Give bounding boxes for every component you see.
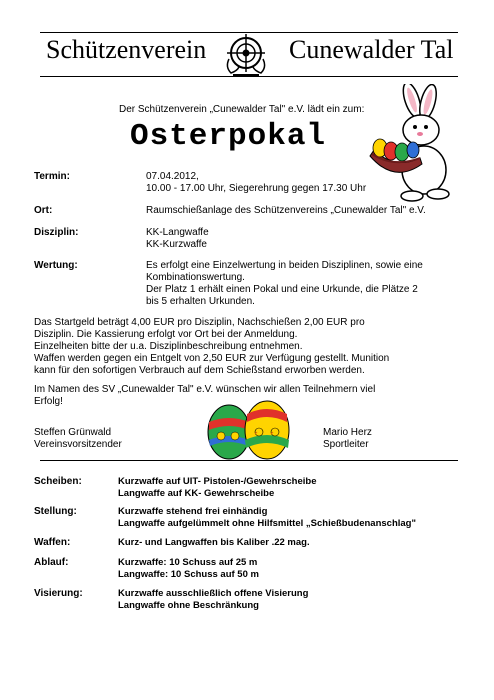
- greeting-line-2: Erfolg!: [34, 396, 63, 407]
- rule-value-ablauf-2: Langwaffe: 10 Schuss auf 50 m: [118, 569, 259, 580]
- rule-value-visierung-2: Langwaffe ohne Beschränkung: [118, 600, 259, 611]
- fees-line-5: kann für den sofortigen Verbrauch auf dem Schießstand erworben werden.: [34, 365, 365, 376]
- rule-value-scheiben-2: Langwaffe auf KK- Gewehrscheibe: [118, 488, 275, 499]
- painted-easter-eggs-illustration: [203, 396, 295, 462]
- detail-value-termin-2: 10.00 - 17.00 Uhr, Siegerehrung gegen 17.30 Uhr: [146, 183, 367, 194]
- rule-label-visierung: Visierung:: [34, 588, 83, 599]
- detail-value-wertung-3: Der Platz 1 erhält einen Pokal und eine Urkunde, die Plätze 2: [146, 284, 418, 295]
- rules-divider: [40, 460, 458, 461]
- detail-label-ort: Ort:: [34, 205, 53, 216]
- rule-value-stellung-2: Langwaffe aufgelümmelt ohne Hilfsmittel „Schießbudenanschlag": [118, 518, 416, 529]
- signature-right-role: Sportleiter: [323, 439, 369, 450]
- fees-line-3: Einzelheiten bitte der u.a. Disziplinbeschreibung entnehmen.: [34, 341, 303, 352]
- rule-label-waffen: Waffen:: [34, 537, 71, 548]
- fees-line-2: Disziplin. Die Kassierung erfolgt vor Ort bei der Anmeldung.: [34, 329, 298, 340]
- signature-left-name: Steffen Grünwald: [34, 427, 112, 438]
- crosshair-emblem-icon: [221, 31, 271, 79]
- invitation-intro: Der Schützenverein „Cunewalder Tal" e.V. lädt ein zum:: [119, 104, 365, 115]
- event-title: Osterpokal: [130, 119, 327, 154]
- club-name-right: Cunewalder Tal: [289, 35, 454, 64]
- fees-line-4: Waffen werden gegen ein Entgelt von 2,50 EUR zur Verfügung gestellt. Munition: [34, 353, 390, 364]
- detail-value-wertung-4: bis 5 erhalten Urkunden.: [146, 296, 255, 307]
- detail-value-termin-1: 07.04.2012,: [146, 171, 199, 182]
- signature-right-name: Mario Herz: [323, 427, 372, 438]
- detail-label-wertung: Wertung:: [34, 260, 78, 271]
- club-name-left: Schützenverein: [46, 35, 207, 64]
- detail-label-termin: Termin:: [34, 171, 70, 182]
- fees-line-1: Das Startgeld beträgt 4,00 EUR pro Disziplin, Nachschießen 2,00 EUR pro: [34, 317, 365, 328]
- detail-value-disziplin-2: KK-Kurzwaffe: [146, 239, 207, 250]
- easter-bunny-illustration: [364, 84, 462, 202]
- rule-label-ablauf: Ablauf:: [34, 557, 69, 568]
- greeting-line-1: Im Namen des SV „Cunewalder Tal" e.V. wünschen wir allen Teilnehmern viel: [34, 384, 376, 395]
- detail-value-ort: Raumschießanlage des Schützenvereins „Cunewalder Tal" e.V.: [146, 205, 426, 216]
- rule-label-stellung: Stellung:: [34, 506, 77, 517]
- detail-value-wertung-1: Es erfolgt eine Einzelwertung in beiden Disziplinen, sowie eine: [146, 260, 423, 271]
- detail-value-disziplin-1: KK-Langwaffe: [146, 227, 209, 238]
- rule-value-waffen: Kurz- und Langwaffen bis Kaliber .22 mag.: [118, 537, 310, 548]
- rule-value-scheiben-1: Kurzwaffe auf UIT- Pistolen-/Gewehrscheibe: [118, 476, 317, 487]
- signature-left-role: Vereinsvorsitzender: [34, 439, 122, 450]
- detail-label-disziplin: Disziplin:: [34, 227, 79, 238]
- rule-value-ablauf-1: Kurzwaffe: 10 Schuss auf 25 m: [118, 557, 258, 568]
- detail-value-wertung-2: Kombinationswertung.: [146, 272, 245, 283]
- rule-label-scheiben: Scheiben:: [34, 476, 82, 487]
- rule-value-stellung-1: Kurzwaffe stehend frei einhändig: [118, 506, 268, 517]
- rule-value-visierung-1: Kurzwaffe ausschließlich offene Visierung: [118, 588, 309, 599]
